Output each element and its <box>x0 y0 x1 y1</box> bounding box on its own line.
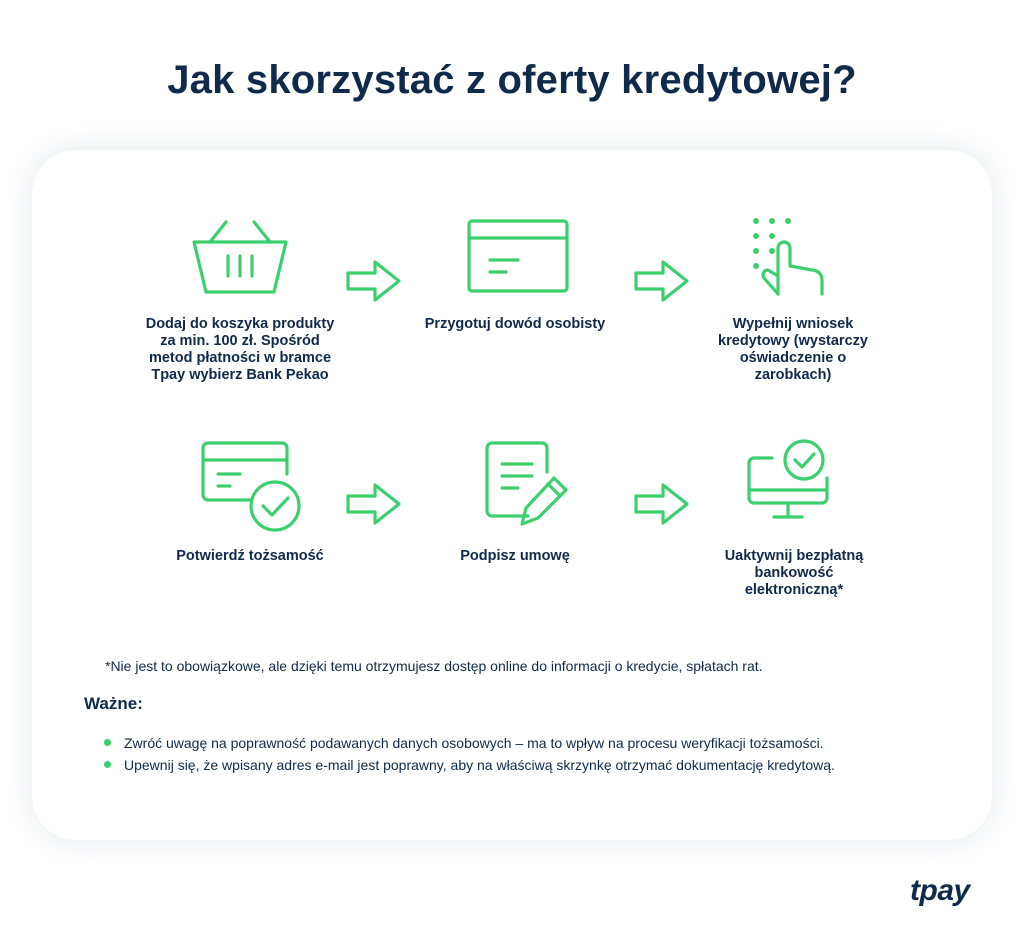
shopping-basket-icon <box>190 218 290 296</box>
touch-hand-icon <box>748 214 828 298</box>
list-item <box>104 754 835 776</box>
arrow-right-icon <box>345 258 403 309</box>
page-title: Jak skorzystać z oferty kredytowej? <box>167 58 857 102</box>
list-item-text: Zwróć uwagę na poprawność podawanych danych osobowych – ma to wpływ na procesu weryfikacji tożsamości. <box>124 735 824 751</box>
step-label-confirm-identity: Potwierdź tożsamość <box>176 548 324 564</box>
important-heading: Ważne: <box>84 694 143 713</box>
arrow-right-icon <box>345 481 403 532</box>
step-label-prepare-id: Przygotuj dowód osobisty <box>424 316 606 332</box>
card-verified-icon <box>200 440 304 532</box>
step-label-add-to-cart: Dodaj do koszyka produkty za min. 100 zł. Spośród metod płatności w bramce Tpay wybierz Bank Pekao <box>145 316 335 383</box>
bullet-dot-icon <box>104 739 111 746</box>
footnote: *Nie jest to obowiązkowe, ale dzięki temu otrzymujesz dostęp online do informacji o kredycie, spłatach rat. <box>105 658 763 674</box>
list-item-text: Upewnij się, że wpisany adres e-mail jest poprawny, aby na właściwą skrzynkę otrzymać dokumentację kredytową. <box>124 757 835 773</box>
arrow-right-icon <box>633 258 691 309</box>
document-sign-icon <box>484 440 570 530</box>
step-label-sign-agreement: Podpisz umowę <box>460 548 570 564</box>
bullet-dot-icon <box>104 761 111 768</box>
monitor-check-icon <box>746 438 832 522</box>
id-card-icon <box>466 218 570 294</box>
list-item <box>104 732 835 754</box>
tpay-logo: tpay <box>910 874 970 907</box>
arrow-right-icon <box>633 481 691 532</box>
important-list <box>104 732 835 776</box>
step-label-fill-application: Wypełnij wniosek kredytowy (wystarczy oświadczenie o zarobkach) <box>718 316 868 383</box>
step-label-activate-banking: Uaktywnij bezpłatną bankowość elektroniczną* <box>724 548 864 598</box>
